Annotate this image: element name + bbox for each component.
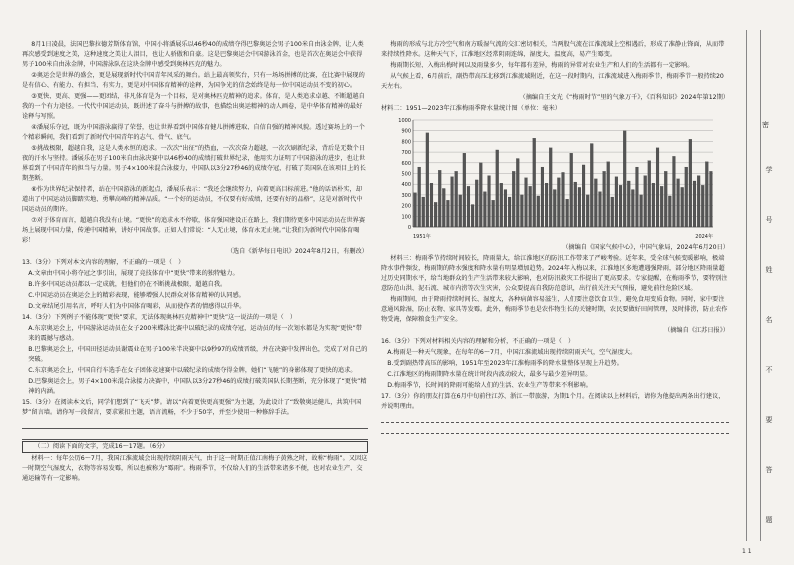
- bar: [541, 167, 544, 227]
- option[interactable]: D.梅雨季节，长时间的降雨可能给人们的生活、农业生产等带来不利影响。: [387, 382, 592, 389]
- option[interactable]: D.巴黎奥运会上，男子4×100米混合泳接力决赛中，中国队以3分27秒46的成绩打破美国队长期垄断，充分体现了“更快”精神的内涵。: [28, 378, 367, 395]
- bar: [656, 148, 659, 227]
- paragraph: 8月1日凌晨，法国巴黎拉德芳斯体育馆，中国小将潘展乐以46秒40的成绩夺得巴黎奥运会男子100米自由泳金牌，让人类再次感受到速度之美，这种速度之美让人泪目，也让人骄傲和自豪。这是巴黎奥运会中国游泳首金，也是首次在奥运会中获得男子100米自由泳金牌，中国游泳队在这块金牌中感受到奥林匹克的魅力。: [22, 41, 364, 68]
- bar: [566, 199, 569, 227]
- bar: [611, 197, 614, 227]
- bar: [619, 185, 622, 227]
- question-16: [381, 337, 729, 391]
- binding-line: [760, 30, 761, 541]
- source-note: （摘编自王文光《“梅雨时节”里的气象万千》，《百科知识》2024年第12期）: [519, 94, 729, 101]
- rainfall-bar-chart: [389, 116, 719, 241]
- source-note: （选自《新华每日电讯》2024年8月2日，有删改）: [226, 248, 368, 255]
- bar: [553, 190, 556, 227]
- y-tick-label: 500: [401, 171, 411, 178]
- bar: [500, 183, 503, 227]
- section-heading: （二）阅读下面的文字，完成16～17题。（6分）: [22, 441, 368, 453]
- bar: [660, 186, 663, 227]
- answer-line[interactable]: [22, 430, 368, 440]
- bar: [652, 183, 655, 227]
- x-tick-label: 1951年: [413, 234, 431, 240]
- y-tick-label: 100: [401, 214, 411, 221]
- paragraph: ③更快、更高、更强——更团结，非凡体育是为一个目标，是对奥林匹克精神的追求。体育，是人类追求卓越、不断超越自我的一个有力途径。一代代中国运动员，既讲述了奋斗与拼搏的故事，也描绘出奥运精神的动人画卷，是中华体育精神的最好诠释与写照。: [22, 93, 365, 120]
- question-15: [22, 398, 368, 440]
- bar: [648, 161, 651, 227]
- bar: [574, 182, 577, 227]
- paragraph: ②奥运会是世界的盛会，更是展现新时代中国青年风采的舞台。站上最高领奖台，只有一场场拼搏的比赛，在比赛中展现的是有信心、有能力、有担当、有实力，更是对中国体育精神的诠释，为国争光的信念始终是每一位中国运动员不变的初心。: [22, 72, 365, 89]
- bar: [508, 197, 511, 227]
- option[interactable]: A.梅雨是一种天气现象，在每年的6～7月，中国江淮流域出现持续阴雨天气，空气湿度大。: [387, 349, 637, 356]
- option[interactable]: C.东京奥运会上，中国自行车选手在女子团体竞速赛中以破纪录的成绩夺得金牌，她们“飞驰”的身影体现了更快的追求。: [28, 367, 357, 374]
- bar: [479, 163, 482, 227]
- bar: [590, 144, 593, 227]
- y-tick-label: 800: [401, 139, 411, 146]
- bar: [434, 202, 437, 227]
- bar: [644, 176, 647, 227]
- binding-label: 要: [765, 416, 773, 424]
- bar: [438, 170, 441, 227]
- y-tick-label: 300: [401, 192, 411, 199]
- bar: [545, 183, 548, 227]
- binding-label: 名: [765, 316, 773, 324]
- bar: [701, 185, 704, 227]
- y-tick-label: 200: [401, 203, 411, 210]
- left-column: [22, 40, 368, 485]
- option[interactable]: A.文章由中国小将夺冠之事引出，展现了竞技体育中“更快”带来的独特魅力。: [28, 270, 239, 277]
- bar: [689, 139, 692, 227]
- paragraph: 梅雨的形成与北方冷空气和南方暖湿气流的交汇密切相关，当两股气流在江淮流域上空相遇后，形成了准静止锋面，从而带来持续性降水。这种天气下，江淮地区经常阴雨连绵，湿度大，温度高，易产生霉变。: [381, 41, 725, 58]
- answer-line[interactable]: [381, 413, 729, 423]
- bar: [710, 171, 713, 227]
- bar: [615, 177, 618, 227]
- binding-label: 题: [765, 516, 773, 524]
- bar: [607, 162, 610, 227]
- bar: [705, 162, 708, 227]
- bar: [697, 176, 700, 227]
- option[interactable]: C.中国运动员在奥运会上的精彩表现，能够增强人民群众对体育精神的认同感。: [28, 292, 245, 299]
- question-17: [381, 392, 729, 434]
- bar: [668, 196, 671, 227]
- binding-line: [746, 30, 747, 541]
- bar: [483, 192, 486, 227]
- question-stem: 15.（3分）在阅读本文后，同学们想到了“飞天”梦。请以“向着更快更高更强”为主题，为此设计了“致敬奥运健儿，共筑中国梦”留言墙。请你写一段留言，要求紧扣主题，语言流畅，不少于50字，并至少使用一种修辞手法。: [22, 399, 362, 416]
- question-stem: 13.（3分）下列对本文内容的理解，不正确的一项是（ ）: [22, 259, 185, 266]
- binding-label: 不: [765, 366, 773, 374]
- paragraph: 梅雨期长短、入梅出梅时间以及雨量多少，每年都有差异，梅雨的异常对农业生产和人们的生活都有一定影响。: [390, 62, 694, 69]
- bar: [677, 179, 680, 227]
- binding-label: 姓: [765, 266, 773, 274]
- bar: [631, 190, 634, 227]
- page-marks: 1 1: [742, 548, 752, 555]
- bar: [442, 188, 445, 227]
- bar: [496, 150, 499, 227]
- question-stem: 16.（3分）下列对材料相关内容的理解和分析，不正确的一项是（ ）: [381, 338, 575, 345]
- y-tick-label: 700: [401, 150, 411, 157]
- y-tick-label: 900: [401, 128, 411, 135]
- bar: [681, 187, 684, 227]
- bar: [693, 181, 696, 227]
- section-2: [22, 441, 368, 484]
- option[interactable]: B.巴黎奥运会上，中国田径运动员谢震业在男子100米半决赛中以9秒97的成绩晋级，并在决赛中发挥出色，完成了对自己的突破。: [28, 346, 368, 363]
- bar: [422, 197, 425, 227]
- chart-source: （摘编自《国家气候中心》，中国气象局，2024年6月20日）: [562, 244, 729, 251]
- bar: [463, 153, 466, 227]
- option[interactable]: C.江淮地区的梅雨期降水量在统计时段内波动较大，最多与最少差异明显。: [387, 371, 592, 378]
- bar: [664, 171, 667, 227]
- bar: [537, 196, 540, 227]
- question-13: [22, 258, 368, 312]
- x-tick-label: 2024年: [695, 234, 713, 240]
- material-1: 材料一：每年公历6～7月，我国江淮流域会出现持续阴雨天气，由于这一时期正值江南梅子黄熟之时，故称“梅雨”。又因这一时期空气湿度大，衣物等容易发霉，所以也被称为“霉雨”。梅雨季节，不仅给人们的生活带来诸多不便，也对农业生产、交通运输等有一定影响。: [22, 455, 368, 482]
- bar: [685, 167, 688, 227]
- rainfall-chart: [389, 116, 729, 241]
- bar: [586, 195, 589, 227]
- paragraph: ④潘展乐夺冠，既为中国游泳赢得了荣誉，也让世界看到中国体育健儿拼搏进取、自信自强的精神风貌。透过赛场上的一个个精彩瞬间，我们看到了新时代中国青年的志气、骨气、底气。: [22, 124, 365, 141]
- question-14: [22, 313, 368, 397]
- binding-labels: [762, 165, 776, 565]
- article-body: [22, 40, 368, 257]
- bar: [636, 167, 639, 227]
- bar: [520, 195, 523, 227]
- bar: [488, 176, 491, 227]
- paragraph: ⑤挑战极限，超越自我，这是人类永恒的追求。一次次“出征”的热血，一次次奋力超越，一次次刷新纪录，背后是无数个日夜的汗水与坚持。潘展乐在男子100米自由泳决赛中以46秒40的成绩打破世界纪录，他用实力证明了中国游泳的进步，也让世界看到了中国青年的担当与力量。男子4×100米混合泳接力，中国队以3分27秒46的成绩夺冠，打破了美国队在该项目上的长期垄断。: [22, 145, 366, 182]
- seal-mark: 密: [762, 121, 769, 129]
- binding-label: 答: [765, 466, 773, 474]
- right-column: [381, 40, 729, 435]
- bar: [599, 192, 602, 227]
- bar: [525, 178, 528, 227]
- bar: [673, 156, 676, 227]
- bar: [557, 178, 560, 227]
- bar: [562, 172, 565, 227]
- option[interactable]: B.许多中国运动员都以一定成就，但他们仍在不断挑战极限，超越自我。: [28, 281, 227, 288]
- y-tick-label: 0: [407, 225, 411, 231]
- option[interactable]: B.受到副热带高压的影响，1951年至2023年江淮梅雨季的降水量整体呈现上升趋势。: [387, 360, 623, 367]
- paragraph: 从气候上看，6月前后，副热带高压北移到江淮流域附近，在这一段时期内，江淮流域进入梅雨季节，梅雨季节一般持续20天左右。: [381, 73, 724, 90]
- question-stem: 14.（3分）下列例子不能体现“更快”要求，无法体现奥林匹克精神中“更快”这一说法的一项是（ ）: [22, 314, 297, 321]
- bar: [512, 171, 515, 227]
- bar: [414, 193, 417, 227]
- option[interactable]: D.文章结尾引用名言，呼吁人们为中国体育喝彩，从而使作者的情感得以升华。: [28, 303, 246, 310]
- bar: [529, 186, 532, 227]
- source-note: （摘编自《江苏日报》）: [664, 327, 729, 334]
- y-tick-label: 600: [401, 160, 411, 167]
- bar: [451, 177, 454, 227]
- bar: [582, 165, 585, 227]
- answer-line[interactable]: [381, 424, 729, 434]
- bar: [594, 179, 597, 227]
- option[interactable]: A.东京奥运会上，中国游泳运动员在女子200米蝶泳比赛中以破纪录的成绩夺冠，运动员的每一次划水都是为实现“更快”带来的震撼与感动。: [28, 325, 362, 342]
- bar: [578, 187, 581, 227]
- binding-label: 学: [765, 166, 773, 174]
- bar: [430, 183, 433, 227]
- bar: [418, 167, 421, 227]
- material-3: 材料三：梅雨季节持续时间较长，降雨量大，给江淮地区的防汛工作带来了严峻考验。近年来，受全球气候变暖影响，极端降水事件频发，梅雨期的降水强度和降水量有明显增加趋势。2024年入梅以来，江淮地区多地遭遇强降雨，部分地区降雨量超过历史同期水平，给当地群众的生产生活带来较大影响，也对防汛救灾工作提出了更高要求。专家提醒，在梅雨季节，要特别注意防范山洪、泥石流、城市内涝等次生灾害，公众要提高自我防范意识，出行前关注天气预报，避免前往危险区域。: [381, 255, 728, 292]
- bar: [459, 195, 462, 227]
- bar: [603, 171, 606, 227]
- question-stem: 17.（3分）你的朋友打算在6月中旬前往江苏、浙江一带旅游，为期1个月。在阅读以上材料后，请你为他提出两条出行建议，并说明理由。: [381, 393, 725, 410]
- material-2-title: 材料二：1951—2023年江淮梅雨季降水量统计图（单位：毫米）: [381, 105, 561, 112]
- bar: [455, 171, 458, 227]
- bar: [471, 205, 474, 227]
- answer-line[interactable]: [22, 419, 368, 429]
- bar: [623, 131, 626, 227]
- bar: [467, 186, 470, 227]
- bar: [475, 180, 478, 227]
- bar: [516, 159, 519, 227]
- bar: [426, 133, 429, 227]
- bar: [640, 195, 643, 227]
- paragraph: 梅雨期间，由于降雨持续时间长、湿度大，各种病菌容易滋生，人们要注意饮食卫生，避免食用变质食物。同时，家中要注意通风除湿，防止衣物、家具等发霉。此外，梅雨季节也是农作物生长的关键时期，农民要做好田间管理，及时排涝，防止农作物受淹，保障粮食生产安全。: [381, 296, 728, 323]
- paragraph: ⑦对于体育而言，超越自我没有止境。“更快”的追求永不停歇，体育强国建设正在路上，我们期待更多中国运动员在世界赛场上展现中国力量，传递中国精神，讲好中国故事。正如人们常说：“人无止境，体育永无止境。”让我们为新时代中国体育喝彩！: [22, 217, 366, 244]
- binding-label: 号: [765, 216, 773, 224]
- bar: [627, 181, 630, 227]
- bar: [533, 138, 536, 227]
- y-tick-label: 1000: [398, 118, 411, 124]
- bar: [446, 200, 449, 227]
- y-tick-label: 400: [401, 182, 411, 189]
- bar: [504, 190, 507, 227]
- bar: [570, 153, 573, 227]
- bar: [492, 200, 495, 227]
- paragraph: ⑥作为世界纪录保持者，站在中国游泳的新起点，潘展乐表示：“我还会继续努力，向着更高目标前进。”他的话语朴实，却道出了中国运动员脚踏实地、勇攀高峰的精神品质。“一个好的运动员，不仅要有好成绩，还要有好的品格”，这是对新时代中国运动员的期许。: [22, 186, 363, 213]
- bar: [549, 148, 552, 227]
